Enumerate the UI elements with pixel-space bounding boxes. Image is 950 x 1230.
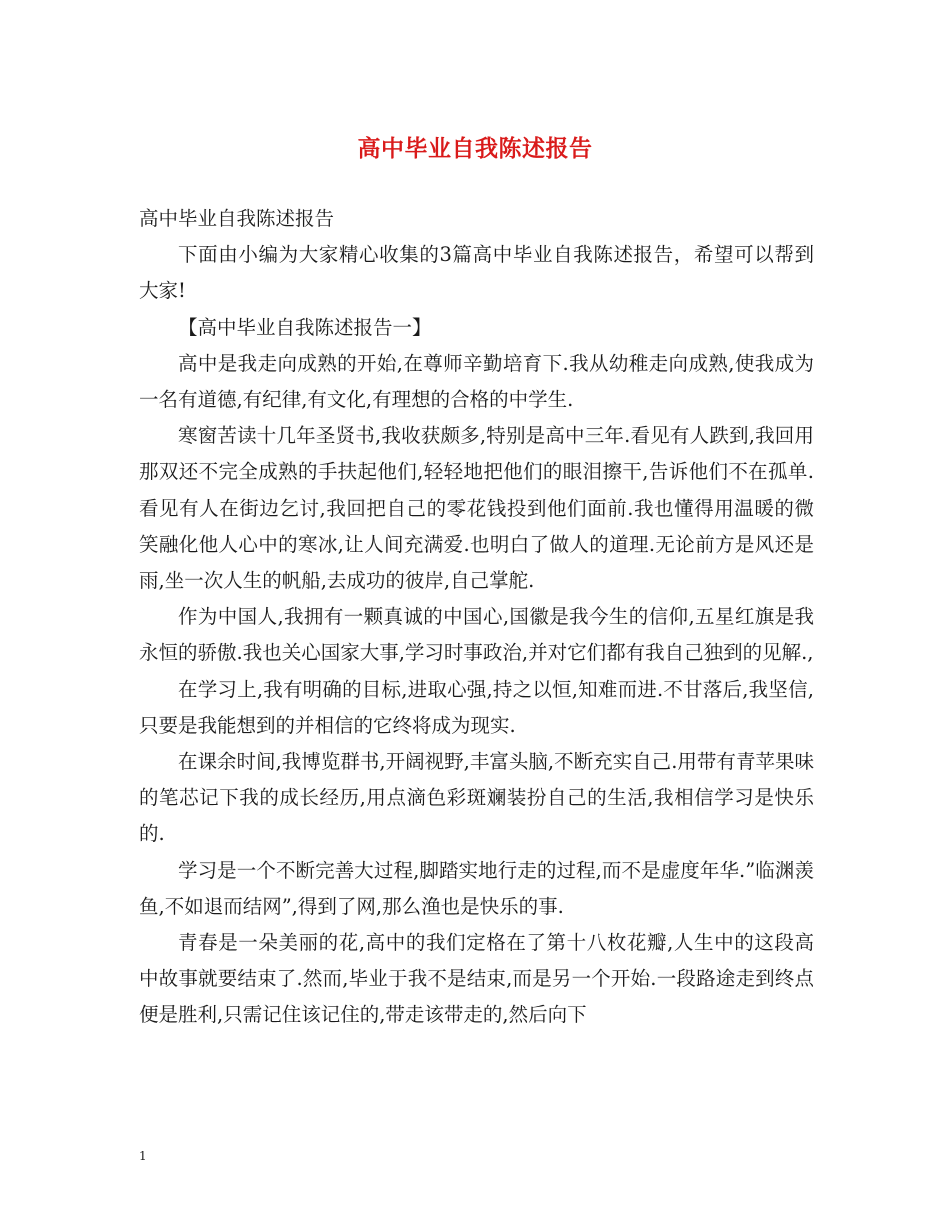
document-body xyxy=(139,201,814,1034)
body-paragraph-3: 作为中国人,我拥有一颗真诚的中国心,国徽是我今生的信仰,五星红旗是我永恒的骄傲.我也关心国家大事,学习时事政治,并对它们都有我自己独到的见解., xyxy=(139,605,814,665)
intro-paragraph: 下面由小编为大家精心收集的3篇高中毕业自我陈述报告，希望可以帮到大家! xyxy=(139,243,814,303)
page-number: 1 xyxy=(139,1149,147,1163)
body-paragraph-4: 在学习上,我有明确的目标,进取心强,持之以恒,知难而进.不甘落后,我坚信,只要是我能想到的并相信的它终将成为现实. xyxy=(139,677,814,737)
body-paragraph-6: 学习是一个不断完善大过程,脚踏实地行走的过程,而不是虚度年华.”临渊羡鱼,不如退而结网”,得到了网,那么渔也是快乐的事. xyxy=(139,858,814,918)
body-paragraph-5: 在课余时间,我博览群书,开阔视野,丰富头脑,不断充实自己.用带有青苹果味的笔芯记下我的成长经历,用点滴色彩斑斓装扮自己的生活,我相信学习是快乐的. xyxy=(139,750,814,846)
body-paragraph-1: 高中是我走向成熟的开始,在尊师辛勤培育下.我从幼稚走向成熟,使我成为一名有道德,有纪律,有文化,有理想的合格的中学生. xyxy=(139,351,814,412)
document-title: 高中毕业自我陈述报告 xyxy=(357,135,593,162)
document-subtitle: 高中毕业自我陈述报告 xyxy=(139,207,335,230)
section-heading: 【高中毕业自我陈述报告一】 xyxy=(178,315,432,339)
body-paragraph-2: 寒窗苦读十几年圣贤书,我收获颇多,特别是高中三年.看见有人跌到,我回用那双还不完全成熟的手扶起他们,轻轻地把他们的眼泪擦干,告诉他们不在孤单.看见有人在街边乞讨,我回把自己的零花钱投到他们面前.我也懂得用温暖的微笑融化他人心中的寒冰,让人间充满爱.也明白了做人的道理.无论前方是风还是雨,坐一次人生的帆船,去成功的彼岸,自己掌舵. xyxy=(139,424,814,593)
body-paragraph-7: 青春是一朵美丽的花,高中的我们定格在了第十八枚花瓣,人生中的这段高中故事就要结束了.然而,毕业于我不是结束,而是另一个开始.一段路途走到终点便是胜利,只需记住该记住的,带走该带走的,然后向下 xyxy=(139,931,814,1027)
